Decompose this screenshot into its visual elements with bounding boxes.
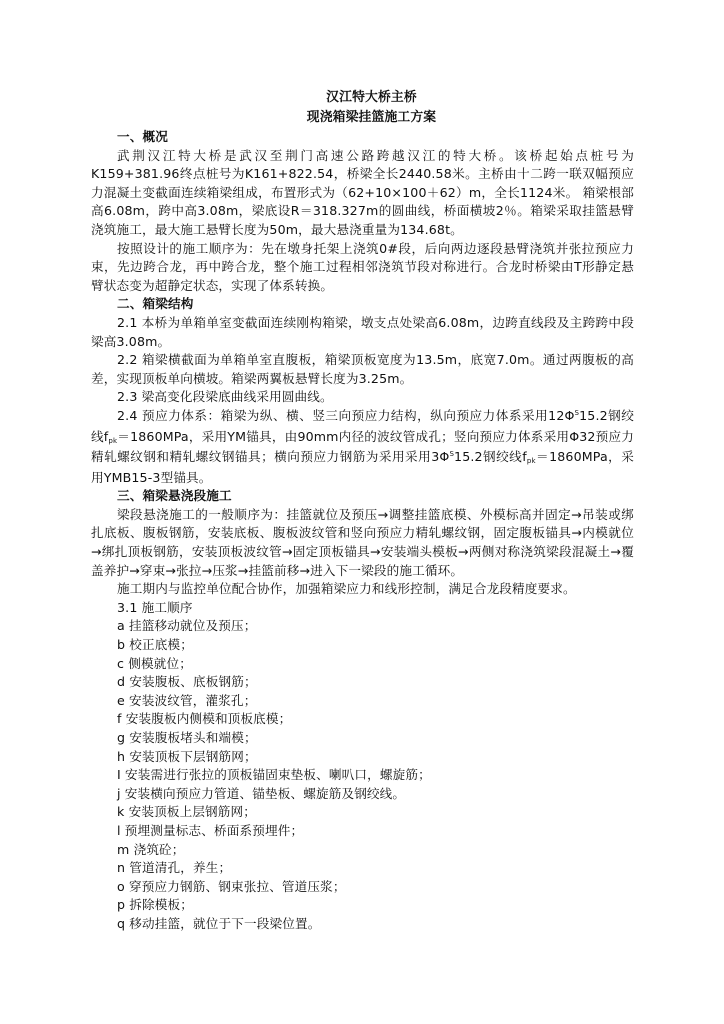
section-heading-structure: 二、箱梁结构	[117, 296, 194, 312]
structure-paragraph-2-1: 2.1 本桥为单箱单室变截面连续刚构箱梁，墩支点处梁高6.08m，边跨直线段及主跨跨中段梁高3.08m。	[91, 314, 634, 349]
list-item: b 校正底模；	[117, 637, 194, 653]
prestress-text-a: 2.4 预应力体系：箱梁为纵、横、竖三向预应力结构，纵向预应力体系采用12Φ	[117, 407, 575, 423]
fpk-subscript: pk	[526, 457, 536, 466]
overview-paragraph-2: 按照设计的施工顺序为：先在墩身托架上浇筑0#段，后向两边逐段悬臂浇筑并张拉预应力束，先边跨合龙，再中跨合龙，整个施工过程相邻浇筑节段对称进行。合龙时桥梁由T形静定悬臂状态变为超静定状态，实现了体系转换。	[91, 240, 634, 293]
list-item: f 安装腹板内侧模和顶板底模；	[117, 711, 292, 727]
construction-paragraph-2: 施工期内与监控单位配合协作，加强箱梁应力和线形控制，满足合龙段精度要求。	[117, 581, 576, 597]
list-item: a 挂篮移动就位及预压；	[117, 618, 257, 634]
prestress-text-e: ＝1860MPa，采用YMB15-3型锚具。	[91, 449, 634, 485]
list-item: I 安装需进行张拉的顶板锚固束垫板、喇叭口，螺旋筋；	[117, 767, 431, 783]
list-item: j 安装横向预应力管道、锚垫板、螺旋筋及钢绞线。	[117, 785, 406, 801]
list-item: m 浇筑砼；	[117, 841, 185, 857]
steel-grade-superscript: S	[574, 408, 580, 417]
list-item: h 安装顶板下层钢筋网；	[117, 748, 257, 764]
prestress-text-d: 15.2钢绞线f	[454, 449, 527, 465]
section-heading-construction: 三、箱梁悬浇段施工	[117, 488, 232, 504]
prestress-text-b: 15.2钢绞线f	[91, 407, 634, 444]
list-item: e 安装波纹管，灌浆孔；	[117, 692, 257, 708]
prestress-text-c: ＝1860MPa，采用YM锚具，由90mm内径的波纹管成孔；竖向预应力体系采用Φ32预应力精轧螺纹钢和精轧螺纹钢锚具；横向预应力钢筋为采用采用3Φ	[91, 428, 635, 465]
list-item: c 侧模就位；	[117, 655, 192, 671]
steel-grade-superscript: S	[449, 450, 455, 459]
construction-subheading: 3.1 施工顺序	[117, 599, 193, 615]
list-item: g 安装腹板堵头和端模；	[117, 730, 257, 745]
structure-paragraph-2-4	[91, 407, 634, 487]
list-item: d 安装腹板、底板钢筋；	[117, 674, 257, 690]
overview-paragraph-1: 武荆汉江特大桥是武汉至荆门高速公路跨越汉江的特大桥。该桥起始点桩号为K159+381.96终点桩号为K161+822.54，桥梁全长2440.58米。主桥由十二跨一联双幅预应力混凝土变截面连续箱梁组成，布置形式为（62+10×100＋62）m，全长1124米。 箱梁根部高6.08m，跨中高3.08m，梁底设R＝318.327m的圆曲线，桥面横坡2％。箱梁采取挂篮悬臂浇筑施工，最大施工悬臂长度为50m，最大悬浇重量为134.68t。	[91, 147, 634, 237]
list-item: k 安装顶板上层钢筋网；	[117, 804, 257, 820]
list-item: n 管道清孔，养生；	[117, 860, 232, 876]
list-item: l 预埋测量标志、桥面系预埋件；	[117, 822, 304, 838]
doc-subtitle: 现浇箱梁挂篮施工方案	[306, 110, 437, 125]
section-heading-overview: 一、概况	[117, 129, 168, 144]
list-item: o 穿预应力钢筋、钢束张拉、管道压浆；	[117, 878, 346, 894]
structure-paragraph-2-3: 2.3 梁高变化段梁底曲线采用圆曲线。	[117, 389, 333, 405]
document-page	[91, 88, 634, 934]
list-item: p 拆除模板；	[117, 897, 194, 913]
fpk-subscript: pk	[108, 436, 118, 445]
list-item: q 移动挂篮，就位于下一段梁位置。	[117, 915, 321, 931]
construction-paragraph-1: 梁段悬浇施工的一般顺序为：挂篮就位及预压→调整挂篮底模、外模标高并固定→吊装或绑扎底板、腹板钢筋，安装底板、腹板波纹管和竖向预应力精轧螺纹钢，固定腹板锚具→内模就位→绑扎顶板钢筋，安装顶板波纹管→固定顶板锚具→安装端头模板→两侧对称浇筑梁段混凝土→覆盖养护→穿束→张拉→压浆→挂篮前移→进入下一梁段的施工循环。	[91, 506, 634, 578]
doc-title: 汉江特大桥主桥	[326, 90, 417, 105]
structure-paragraph-2-2: 2.2 箱梁横截面为单箱单室直腹板，箱梁顶板宽度为13.5m，底宽7.0m。通过两腹板的高差，实现顶板单向横坡。箱梁两翼板悬臂长度为3.25m。	[91, 352, 634, 386]
